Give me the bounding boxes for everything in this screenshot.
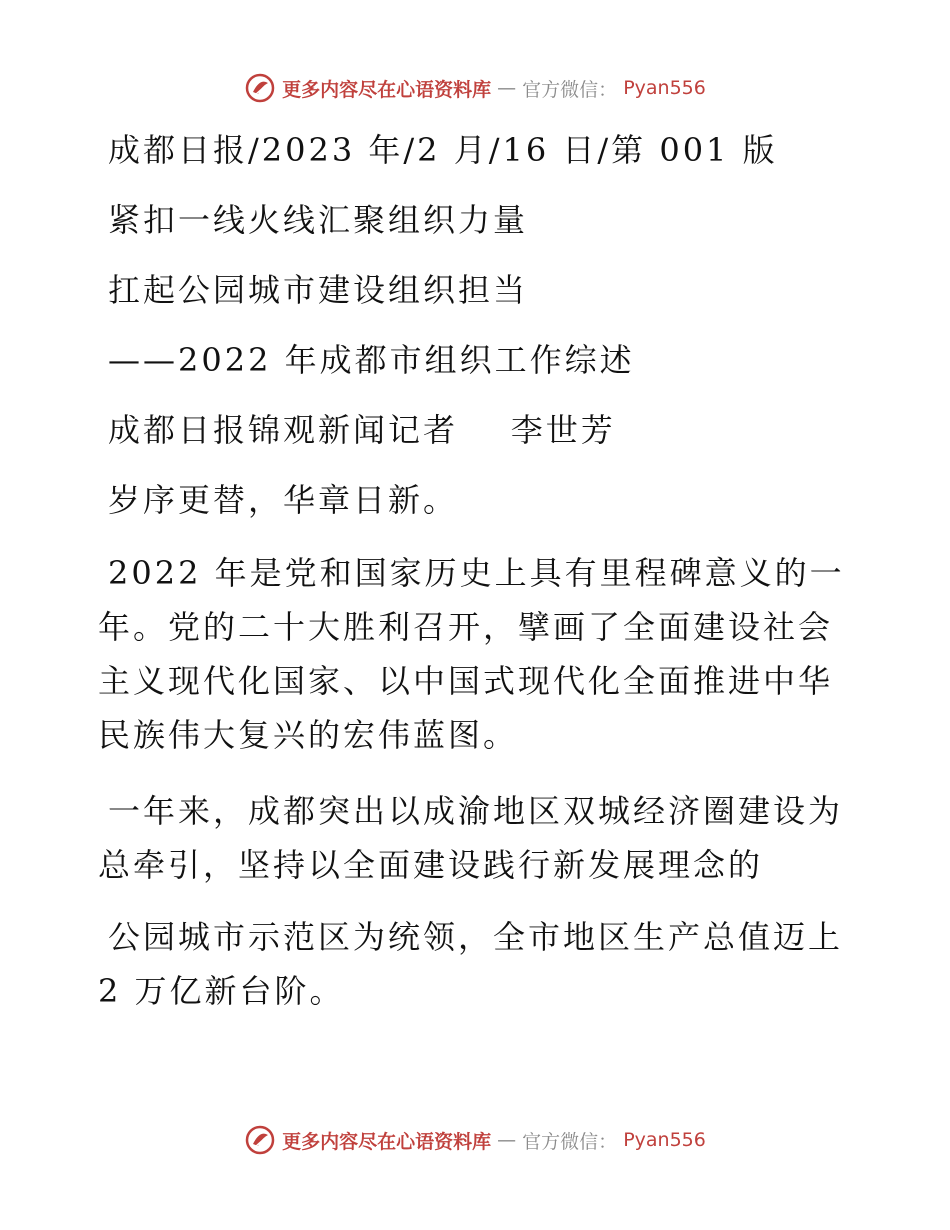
byline: 成都日报锦观新闻记者 李世芳	[108, 411, 616, 449]
brand-logo-icon	[244, 1124, 276, 1156]
brand-logo-icon	[244, 72, 276, 104]
footer-watermark	[0, 1124, 950, 1156]
watermark-label: 官方微信：	[522, 1130, 618, 1153]
paragraph-3: 一年来，成都突出以成渝地区双城经济圈建设为总牵引，坚持以全面建设践行新发展理念的	[98, 792, 844, 884]
paragraph-2: 2022 年是党和国家历史上具有里程碑意义的一年。党的二十大胜利召开，擘画了全面建设社会主义现代化国家、以中国式现代化全面推进中华民族伟大复兴的宏伟蓝图。	[98, 554, 845, 754]
subtitle: ——2022 年成都市组织工作综述	[108, 341, 635, 379]
paragraph-4: 公园城市示范区为统领，全市地区生产总值迈上2 万亿新台阶。	[98, 918, 844, 1010]
watermark-label: 官方微信：	[522, 78, 618, 101]
watermark-separator: —	[497, 77, 517, 99]
source-line: 成都日报/2023 年/2 月/16 日/第 001 版	[108, 131, 778, 169]
watermark-text: 更多内容尽在心语资料库	[282, 1130, 492, 1153]
headline-1: 紧扣一线火线汇聚组织力量	[108, 201, 529, 239]
header-watermark	[0, 72, 950, 104]
paragraph-1: 岁序更替，华章日新。	[108, 481, 459, 519]
watermark-wechat-id: Pyan556	[623, 77, 706, 99]
watermark-wechat-id: Pyan556	[623, 1129, 706, 1151]
watermark-text: 更多内容尽在心语资料库	[282, 78, 492, 101]
headline-2: 扛起公园城市建设组织担当	[108, 271, 529, 309]
article-body	[98, 120, 858, 1018]
watermark-separator: —	[497, 1129, 517, 1151]
